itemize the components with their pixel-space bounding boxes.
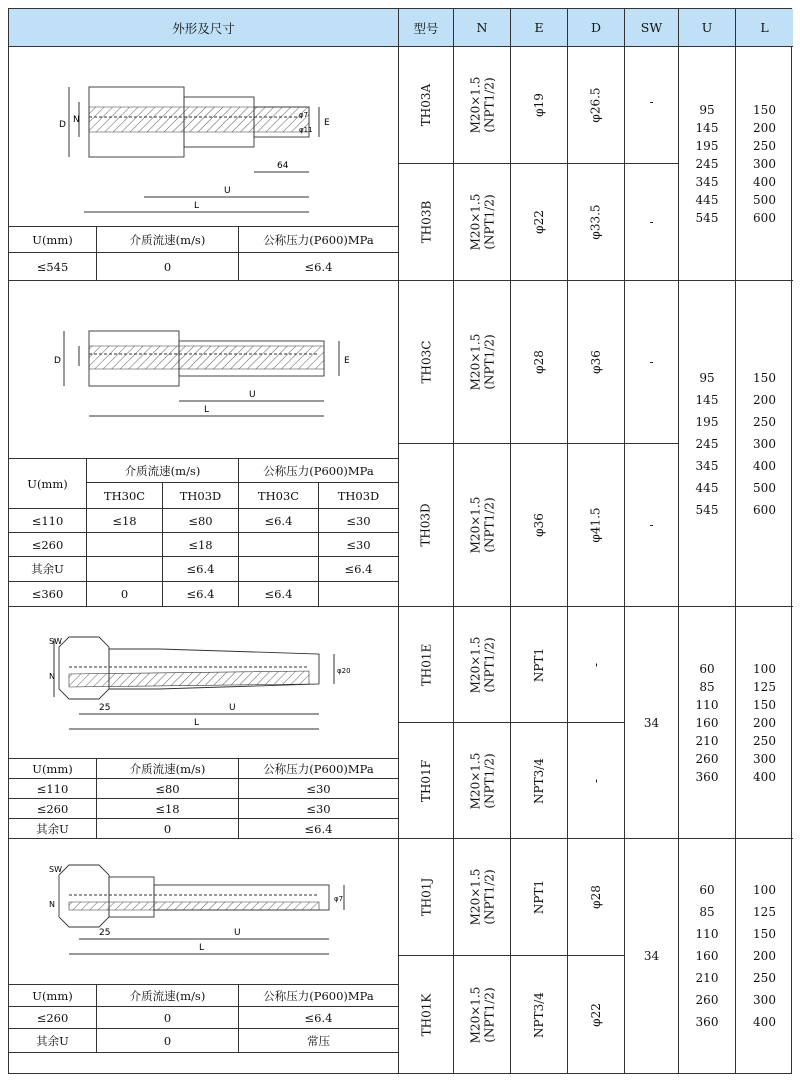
t3-header-flow: 介质流速(m/s) xyxy=(97,759,239,779)
t2-cell xyxy=(239,557,319,582)
sw-th03d: - xyxy=(625,444,679,607)
t2-cell: ≤6.4 xyxy=(239,582,319,607)
model-th03c: TH03C xyxy=(399,281,454,444)
n-th01e: M20×1.5 (NPT1/2) xyxy=(454,607,511,723)
header-l: L xyxy=(736,9,793,47)
header-shape: 外形及尺寸 xyxy=(9,9,399,47)
t2-cell xyxy=(239,533,319,557)
dim-l: L xyxy=(199,942,205,953)
t4-header-flow: 介质流速(m/s) xyxy=(97,985,239,1007)
n-th01k: M20×1.5 (NPT1/2) xyxy=(454,956,511,1073)
e-th01k: NPT3/4 xyxy=(511,956,568,1073)
t2-cell: ≤18 xyxy=(87,509,163,533)
thermowell-drawing-2 xyxy=(9,281,398,459)
d-th01j: φ28 xyxy=(568,839,625,956)
dim-l: L xyxy=(204,404,210,415)
d-th01e: - xyxy=(568,607,625,723)
thermowell-drawing-1 xyxy=(9,47,398,227)
dim-25: 25 xyxy=(99,702,111,713)
dim-sw: SW xyxy=(49,864,62,874)
t2-sub: TH03D xyxy=(163,483,239,509)
model-th01k: TH01K xyxy=(399,956,454,1073)
header-n: N xyxy=(454,9,511,47)
thermowell-drawing-4 xyxy=(9,839,398,985)
dim-d: D xyxy=(59,119,66,130)
t2-cell: ≤360 xyxy=(9,582,87,607)
t2-cell: ≤6.4 xyxy=(239,509,319,533)
dim-phi7: φ7 xyxy=(334,894,344,903)
t2-cell: ≤6.4 xyxy=(163,582,239,607)
u-list-2: 95 145 195 245 345 445 545 xyxy=(679,281,736,607)
l-list-4: 100 125 150 200 250 300 400 xyxy=(753,883,776,1029)
u-list-1: 95 145 195 245 345 445 545 xyxy=(679,47,736,281)
t3-cell: ≤18 xyxy=(97,799,239,819)
t4-cell: ≤260 xyxy=(9,1007,97,1029)
dim-d: D xyxy=(54,355,61,366)
e-th03b: φ22 xyxy=(511,164,568,281)
t1-cell: ≤6.4 xyxy=(239,253,399,281)
e-th01j: NPT1 xyxy=(511,839,568,956)
t2-cell: ≤260 xyxy=(9,533,87,557)
t2-sub: TH30C xyxy=(87,483,163,509)
t4-cell: 0 xyxy=(97,1007,239,1029)
t1-cell: ≤545 xyxy=(9,253,97,281)
dim-e: E xyxy=(324,117,330,128)
block4-filler xyxy=(9,1053,399,1073)
dim-u: U xyxy=(234,927,241,938)
spec-sheet xyxy=(8,8,792,1074)
t2-cell: ≤6.4 xyxy=(319,557,399,582)
drawing-th01ef xyxy=(9,607,399,759)
u-list-4: 60 85 110 160 210 260 360 xyxy=(679,839,736,1073)
t2-cell: ≤80 xyxy=(163,509,239,533)
t3-header-pressure: 公称压力(P600)MPa xyxy=(239,759,399,779)
t4-header-u: U(mm) xyxy=(9,985,97,1007)
n-th03c: M20×1.5 (NPT1/2) xyxy=(454,281,511,444)
e-th03d: φ36 xyxy=(511,444,568,607)
t4-cell: 常压 xyxy=(239,1029,399,1053)
t2-cell xyxy=(87,557,163,582)
t4-cell: 其余U xyxy=(9,1029,97,1053)
model-th01f: TH01F xyxy=(399,723,454,839)
n-th01j: M20×1.5 (NPT1/2) xyxy=(454,839,511,956)
t2-header-pressure: 公称压力(P600)MPa xyxy=(239,459,399,483)
dim-phi7: φ7 xyxy=(299,110,309,119)
t3-cell: 0 xyxy=(97,819,239,839)
l-list-2: 150 200 250 300 400 500 600 xyxy=(736,281,793,607)
sw-th01jk: 34 xyxy=(625,839,679,1073)
n-th01f: M20×1.5 (NPT1/2) xyxy=(454,723,511,839)
e-th03c: φ28 xyxy=(511,281,568,444)
drawing-th03ab xyxy=(9,47,399,227)
t2-cell xyxy=(87,533,163,557)
t3-cell: ≤30 xyxy=(239,779,399,799)
t3-cell: ≤260 xyxy=(9,799,97,819)
t3-cell: 其余U xyxy=(9,819,97,839)
drawing-th03cd xyxy=(9,281,399,459)
dim-sw: SW xyxy=(49,636,62,646)
t2-cell: ≤6.4 xyxy=(163,557,239,582)
model-th03d: TH03D xyxy=(399,444,454,607)
t2-cell xyxy=(319,582,399,607)
model-th01j: TH01J xyxy=(399,839,454,956)
t2-cell: ≤18 xyxy=(163,533,239,557)
e-th01e: NPT1 xyxy=(511,607,568,723)
dim-u: U xyxy=(224,185,231,196)
dim-n: N xyxy=(49,899,55,909)
t4-cell: 0 xyxy=(97,1029,239,1053)
t3-cell: ≤80 xyxy=(97,779,239,799)
thermowell-drawing-3 xyxy=(9,607,398,759)
t3-cell: ≤110 xyxy=(9,779,97,799)
n-th03d: M20×1.5 (NPT1/2) xyxy=(454,444,511,607)
dim-64: 64 xyxy=(277,160,289,171)
d-th03b: φ33.5 xyxy=(568,164,625,281)
t1-header-u: U(mm) xyxy=(9,227,97,253)
dim-n: N xyxy=(73,114,80,125)
l-list-1: 150 200 250 300 400 500 600 xyxy=(736,47,793,281)
l-list-3: 100 125 150 200 250 300 400 xyxy=(736,607,793,839)
header-u: U xyxy=(679,9,736,47)
u-list-3: 60 85 110 160 210 260 360 xyxy=(679,607,736,839)
t1-cell: 0 xyxy=(97,253,239,281)
model-th03b: TH03B xyxy=(399,164,454,281)
d-th03d: φ41.5 xyxy=(568,444,625,607)
dim-n: N xyxy=(49,671,55,681)
sw-th03b: - xyxy=(625,164,679,281)
model-th03a: TH03A xyxy=(399,47,454,164)
d-th01f: - xyxy=(568,723,625,839)
header-model: 型号 xyxy=(399,9,454,47)
sw-th03a: - xyxy=(625,47,679,164)
t4-cell: ≤6.4 xyxy=(239,1007,399,1029)
dim-25: 25 xyxy=(99,927,111,938)
t3-header-u: U(mm) xyxy=(9,759,97,779)
d-th03c: φ36 xyxy=(568,281,625,444)
sw-th01ef: 34 xyxy=(625,607,679,839)
dim-u: U xyxy=(249,389,256,400)
t4-header-pressure: 公称压力(P600)MPa xyxy=(239,985,399,1007)
dim-u: U xyxy=(229,702,236,713)
header-sw: SW xyxy=(625,9,679,47)
t3-cell: ≤6.4 xyxy=(239,819,399,839)
t2-sub: TH03D xyxy=(319,483,399,509)
t2-cell: 0 xyxy=(87,582,163,607)
t2-cell: ≤110 xyxy=(9,509,87,533)
header-d: D xyxy=(568,9,625,47)
d-th01k: φ22 xyxy=(568,956,625,1073)
t2-cell: 其余U xyxy=(9,557,87,582)
model-th01e: TH01E xyxy=(399,607,454,723)
t2-sub: TH03C xyxy=(239,483,319,509)
t2-cell: ≤30 xyxy=(319,533,399,557)
dim-phi11: φ11 xyxy=(299,125,313,134)
t3-cell: ≤30 xyxy=(239,799,399,819)
n-th03a: M20×1.5 (NPT1/2) xyxy=(454,47,511,164)
e-th01f: NPT3/4 xyxy=(511,723,568,839)
dim-l: L xyxy=(194,200,200,211)
header-e: E xyxy=(511,9,568,47)
t2-header-flow: 介质流速(m/s) xyxy=(87,459,239,483)
d-th03a: φ26.5 xyxy=(568,47,625,164)
drawing-th01jk xyxy=(9,839,399,985)
t2-cell: ≤30 xyxy=(319,509,399,533)
e-th03a: φ19 xyxy=(511,47,568,164)
t2-header-u: U(mm) xyxy=(9,459,87,509)
dim-e: E xyxy=(344,355,350,366)
t1-header-flow: 介质流速(m/s) xyxy=(97,227,239,253)
sw-th03c: - xyxy=(625,281,679,444)
dim-l: L xyxy=(194,717,200,728)
t1-header-pressure: 公称压力(P600)MPa xyxy=(239,227,399,253)
n-th03b: M20×1.5 (NPT1/2) xyxy=(454,164,511,281)
dim-phi20: φ20 xyxy=(337,666,351,675)
